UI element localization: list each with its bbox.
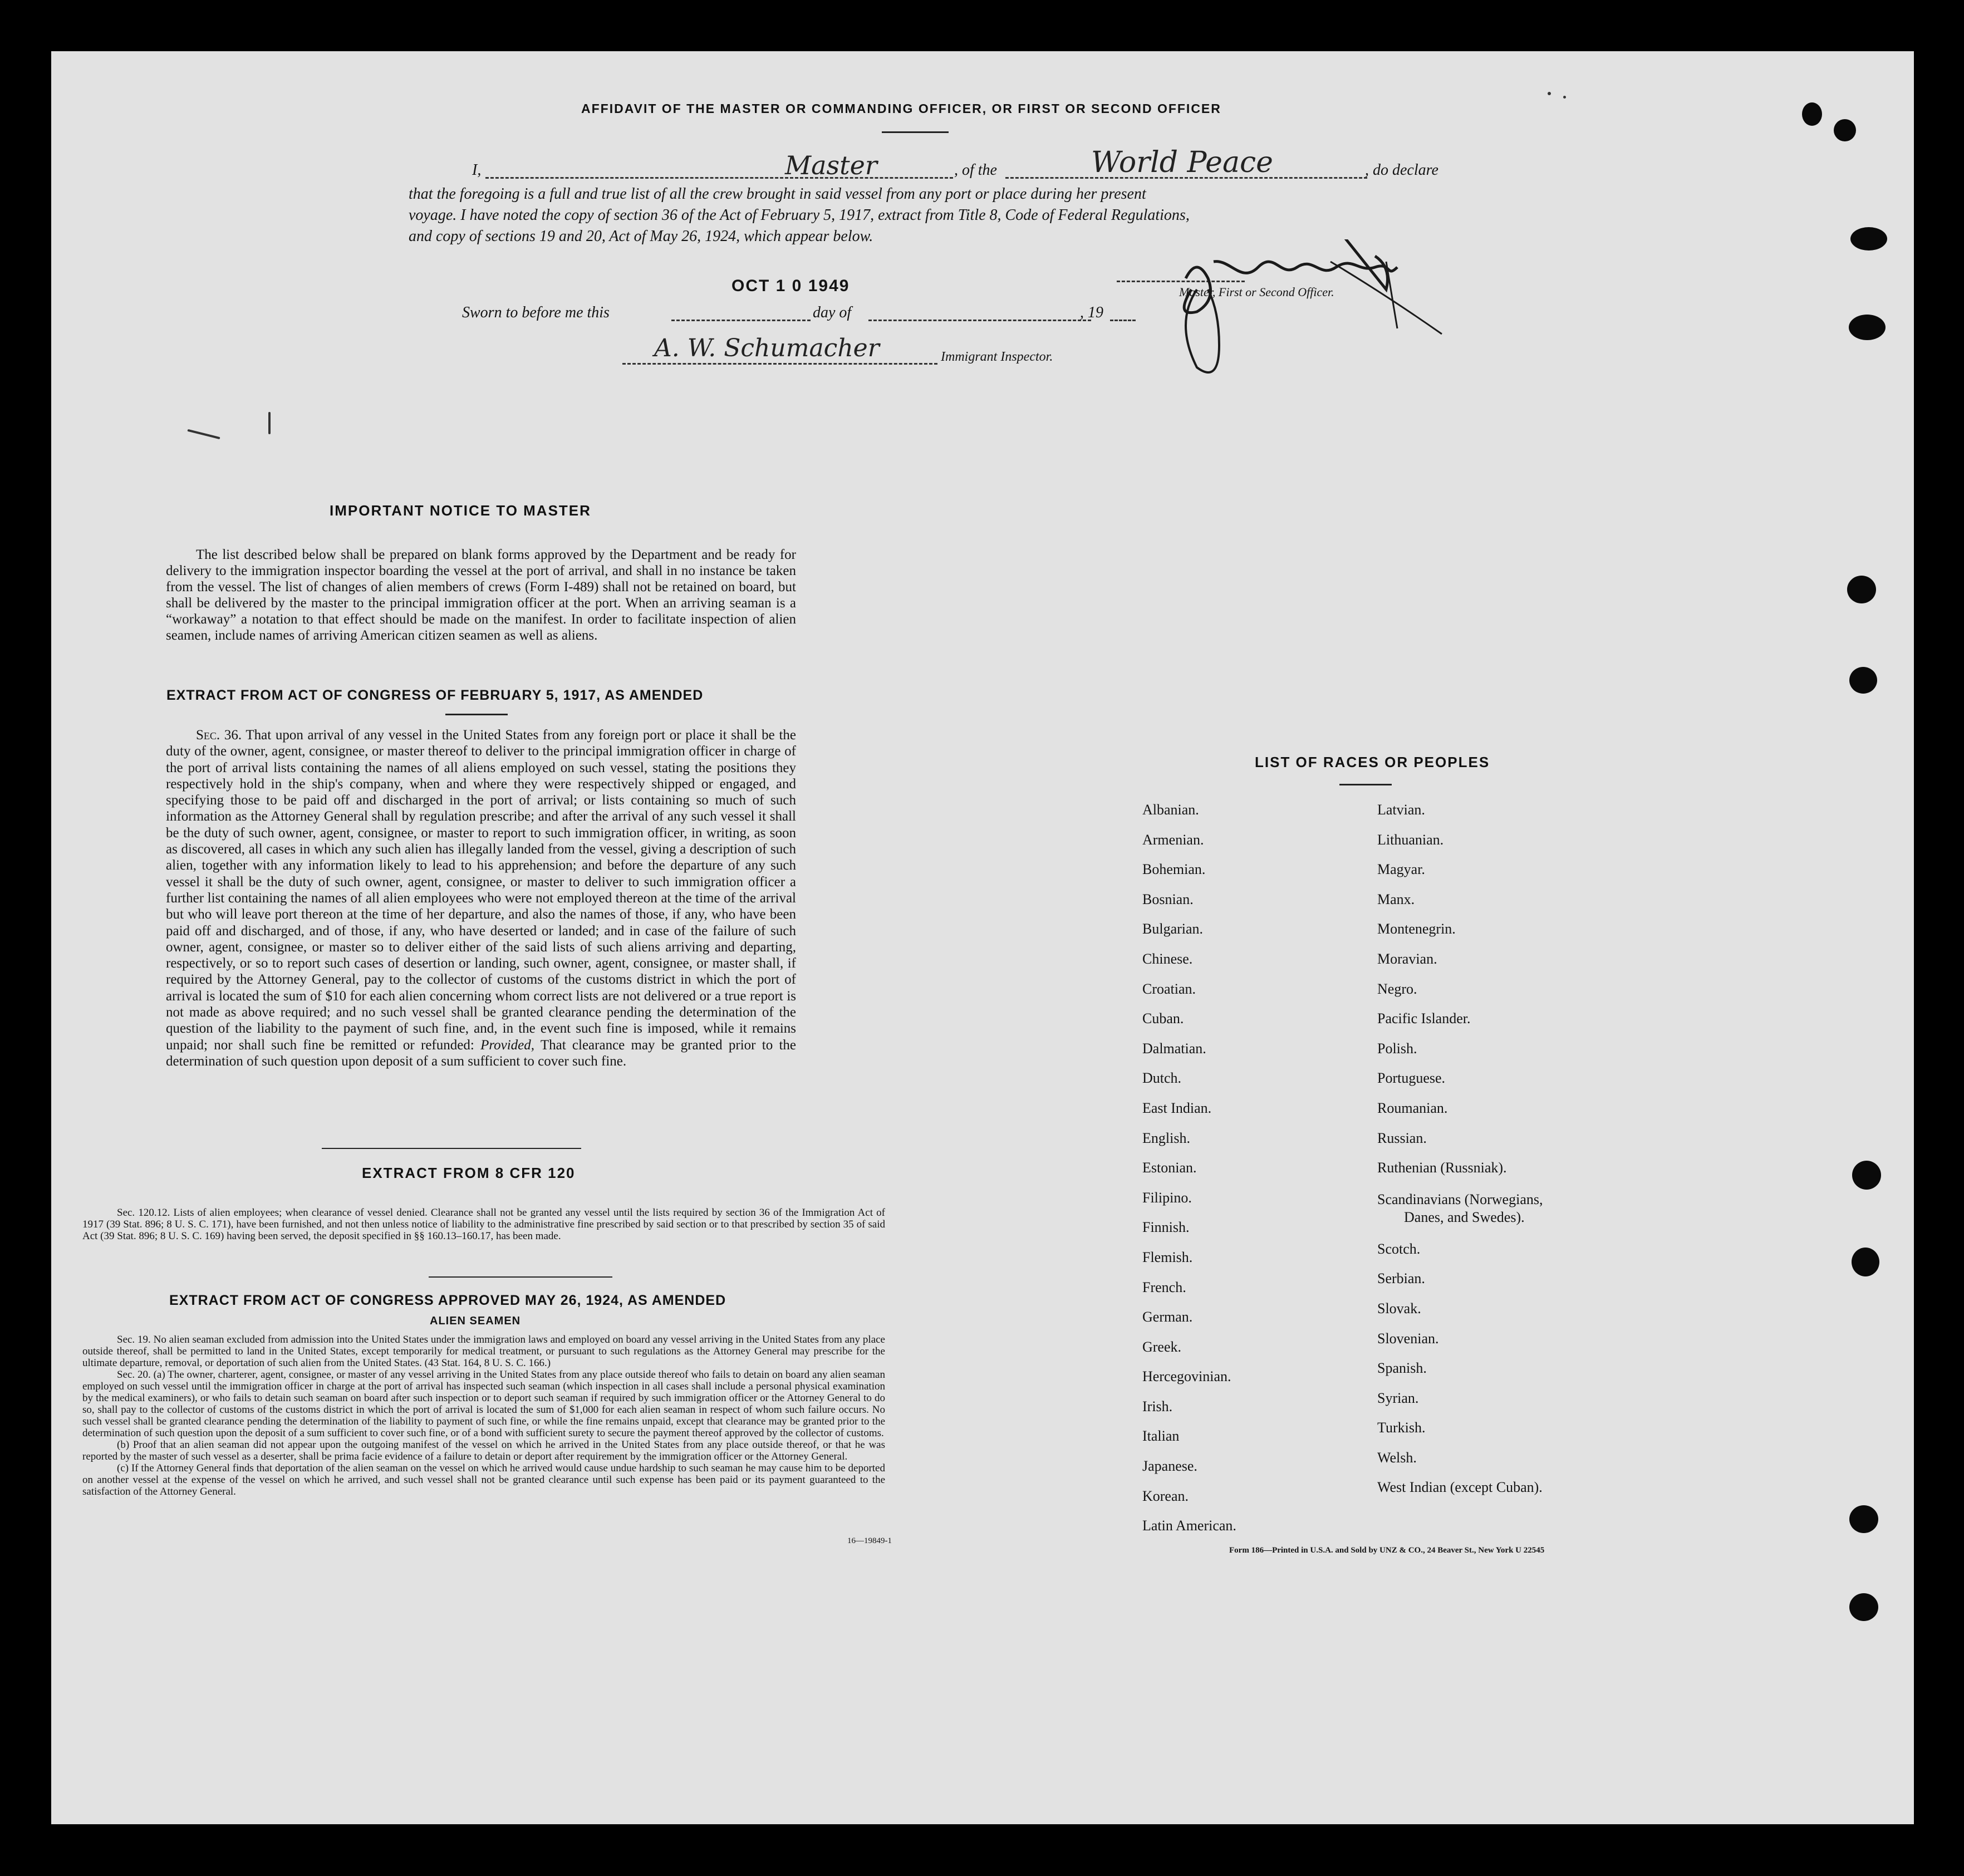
race-item: Dalmatian. [1142, 1040, 1206, 1057]
rank-value: Master [785, 150, 877, 180]
date-stamp: OCT 1 0 1949 [731, 277, 850, 295]
do-declare-label: , do declare [1365, 161, 1438, 179]
race-item: Chinese. [1142, 950, 1193, 967]
extract-1917-rule [445, 714, 508, 715]
races-right-column [1377, 795, 1543, 1502]
race-item: Cuban. [1142, 1010, 1184, 1027]
race-item: West Indian (except Cuban). [1377, 1479, 1543, 1496]
race-item: Korean. [1142, 1487, 1189, 1504]
alien-seamen-subtitle: ALIEN SEAMEN [430, 1315, 521, 1327]
stray-mark [268, 412, 271, 434]
race-item: Filipino. [1142, 1189, 1192, 1206]
punch-hole [1849, 1593, 1878, 1621]
race-item: Ruthenian (Russniak). [1377, 1160, 1507, 1176]
sworn-month-line [868, 320, 1091, 321]
cfr-title: EXTRACT FROM 8 CFR 120 [362, 1165, 576, 1181]
race-item: Montenegrin. [1377, 921, 1456, 937]
race-item: Finnish. [1142, 1219, 1190, 1236]
race-item: Welsh. [1377, 1449, 1417, 1466]
sec-20c: (c) If the Attorney General finds that deportation of the alien seaman on the vessel on which he arrived would cause undue hardship to such seaman he may cause him to be deported on another vessel at the expense of the vessel on which he arrived, and such vessel shall not be granted clearance until such expense has been paid or its payment guaranteed to the satisfaction of the Attorney General. [82, 1462, 885, 1497]
race-item: Bulgarian. [1142, 921, 1204, 937]
sec-19: Sec. 19. No alien seaman excluded from admission into the United States under the immigration laws and employed on board any vessel arriving in the United States from any place outside thereof, shall be permitted to land in the United States, except temporarily for medical treatment, or pursuant to such regulations as the Attorney General may prescribe for the ultimate departure, removal, or deportation of such alien from the United States. (43 Stat. 164, 8 U. S. C. 166.) [82, 1334, 885, 1369]
title-rule [882, 131, 949, 133]
race-item: Irish. [1142, 1398, 1173, 1415]
race-item: Pacific Islander. [1377, 1010, 1471, 1027]
cfr-end-rule [429, 1276, 612, 1278]
sworn-year-line [1110, 320, 1136, 321]
race-item: East Indian. [1142, 1099, 1212, 1116]
punch-hole [1849, 315, 1886, 340]
notice-title: IMPORTANT NOTICE TO MASTER [330, 502, 591, 519]
race-item: Latvian. [1377, 802, 1425, 818]
race-item: Negro. [1377, 980, 1417, 997]
sec-36-tail: That clearance may be granted prior to the determination of such question upon deposit of a sum sufficient to cover such fine. [166, 1037, 796, 1069]
sworn-day-line [671, 320, 811, 321]
race-item: Polish. [1377, 1040, 1417, 1057]
extract-1924-body [82, 1334, 885, 1497]
race-item: Italian [1142, 1428, 1180, 1445]
race-item: German. [1142, 1309, 1193, 1325]
cfr-body: Sec. 120.12. Lists of alien employees; when clearance of vessel denied. Clearance shall not be granted any vessel until the lists required by section 36 of the Immigration Act of 1917 (39 Stat. 896; 8 U. S. C. 171), have been furnished, and not then unless notice of liability to the administrative fine prescribed by said section or to that prescribed by section 35 of said Act (39 Stat. 896; 8 U. S. C. 169) having been served, the deposit specified in §§ 160.13–160.17, has been made. [82, 1207, 885, 1242]
affidavit-line-2: that the foregoing is a full and true list of all the crew brought in said vessel from any port or place during her present [409, 185, 1146, 203]
affidavit-line-3: voyage. I have noted the copy of section 36 of the Act of February 5, 1917, extract from Title 8, Code of Federal Regulations, [409, 207, 1190, 224]
extract-1917-end-rule [322, 1148, 581, 1149]
race-item: French. [1142, 1279, 1186, 1295]
race-item: Slovak. [1377, 1300, 1421, 1317]
extract-1924-title: EXTRACT FROM ACT OF CONGRESS APPROVED MAY 26, 1924, AS AMENDED [169, 1293, 726, 1308]
punch-hole [1802, 102, 1822, 126]
race-item: Latin American. [1142, 1518, 1236, 1534]
race-item: Roumanian. [1377, 1099, 1448, 1116]
race-item: Moravian. [1377, 950, 1437, 967]
sworn-label: Sworn to before me this [462, 304, 610, 321]
punch-hole [1834, 119, 1856, 141]
sec-36-label: Sec. 36. [196, 728, 242, 743]
extract-1917-title: EXTRACT FROM ACT OF CONGRESS OF FEBRUARY 5, 1917, AS AMENDED [166, 687, 704, 703]
year-label: , 19 [1080, 304, 1103, 321]
stray-mark [1563, 96, 1566, 99]
race-item: Scandinavians (Norwegians, [1377, 1191, 1543, 1207]
master-label: Master, First or Second Officer. [1179, 285, 1334, 299]
punch-hole [1847, 576, 1876, 603]
race-item: Serbian. [1377, 1270, 1425, 1287]
notice-body: The list described below shall be prepared on blank forms approved by the Department and be ready for delivery to the immigration inspector boarding the vessel at the port of arrival, and shall in no instance be taken from the vessel. The list of changes of alien members of crews (Form I-489) shall not be retained on board, but shall be delivered by the master to the principal immigration officer at the port. When an arriving seaman is a “workaway” a notation to that effect should be made on the manifest. In order to facilitate inspection of alien seamen, include names of arriving American citizen seamen as well as aliens. [166, 547, 796, 643]
sec-20a: Sec. 20. (a) The owner, charterer, agent, consignee, or master of any vessel arriving in the United States from any place outside thereof who fails to detain on board any alien seaman employed on such vessel until the immigration officer in charge at the port of arrival has inspected such seaman (which inspection in all cases shall include a personal physical examination by the medical examiners), or who fails to detain such seaman on board after such inspection or to deport such seaman if required by such immigration officer or the Attorney General to do so, shall pay to the collector of customs of the customs district in which the port of arrival is located the sum of $1,000 for each alien seaman in respect of whom such failure occurs. No such vessel shall be granted clearance pending the determination of the liability to payment of such fine, or while the fine remains unpaid, except that clearance may be granted prior to the determination of such question upon the deposit of a sum sufficient to cover such fine, or of a bond with sufficient surety to secure the payment thereof approved by the collector of customs. [82, 1369, 885, 1439]
affidavit-title: AFFIDAVIT OF THE MASTER OR COMMANDING OFFICER, OR FIRST OR SECOND OFFICER [581, 101, 1221, 116]
race-item: Estonian. [1142, 1160, 1197, 1176]
punch-hole [1852, 1161, 1881, 1190]
printer-footer: Form 186—Printed in U.S.A. and Sold by UNZ & CO., 24 Beaver St., New York U 22545 [1229, 1546, 1545, 1555]
race-item: Albanian. [1142, 802, 1199, 818]
race-item: Croatian. [1142, 980, 1196, 997]
punch-hole [1849, 1505, 1878, 1533]
form-code: 16—19849-1 [847, 1536, 892, 1545]
vessel-value: World Peace [1091, 146, 1273, 179]
race-item: Armenian. [1142, 831, 1204, 848]
race-item: Danes, and Swedes). [1404, 1209, 1525, 1225]
i-label: I, [472, 161, 482, 179]
extract-1917-body [166, 727, 796, 1069]
sec-20b: (b) Proof that an alien seaman did not appear upon the outgoing manifest of the vessel on which he arrived in the United States from any place outside thereof, or that he was reported by the master of such vessel as a deserter, shall be prima facie evidence of a failure to detain or deport after requirement by the immigration officer or the Attorney General. [82, 1439, 885, 1462]
affidavit-line-4: and copy of sections 19 and 20, Act of May 26, 1924, which appear below. [409, 228, 873, 245]
day-of-label: day of [813, 304, 852, 321]
affidavit-text [409, 184, 1459, 247]
master-signature [1163, 239, 1486, 384]
race-item: Turkish. [1377, 1420, 1426, 1436]
race-item: Flemish. [1142, 1249, 1193, 1265]
race-item: Portuguese. [1377, 1070, 1446, 1087]
stray-mark [1548, 92, 1551, 95]
race-item: Manx. [1377, 891, 1415, 907]
provided-label: Provided, [480, 1037, 535, 1053]
race-item: Syrian. [1377, 1389, 1419, 1406]
race-item: Scotch. [1377, 1240, 1421, 1257]
race-item: Dutch. [1142, 1070, 1182, 1087]
race-item: Spanish. [1377, 1360, 1427, 1377]
of-the-label: , of the [954, 161, 997, 179]
race-item: Bosnian. [1142, 891, 1194, 907]
race-item: Russian. [1377, 1129, 1427, 1146]
inspector-signature: A. W. Schumacher [654, 334, 880, 362]
race-item: Greek. [1142, 1338, 1182, 1355]
punch-hole [1852, 1248, 1879, 1276]
race-item: Lithuanian. [1377, 831, 1444, 848]
rank-line [485, 177, 953, 179]
races-title: LIST OF RACES OR PEOPLES [1255, 754, 1490, 770]
punch-hole [1849, 667, 1877, 694]
race-item: Hercegovinian. [1142, 1368, 1231, 1385]
inspector-signature-line [622, 363, 937, 365]
race-item: Magyar. [1377, 861, 1425, 878]
inspector-label: Immigrant Inspector. [941, 350, 1053, 364]
races-rule [1339, 784, 1392, 785]
punch-hole [1850, 227, 1887, 251]
race-item: English. [1142, 1129, 1190, 1146]
race-item: Bohemian. [1142, 861, 1206, 878]
race-item: Japanese. [1142, 1458, 1197, 1475]
race-item: Slovenian. [1377, 1330, 1439, 1347]
sec-36-text: That upon arrival of any vessel in the United States from any foreign port or place it shall be the duty of the owner, agent, consignee, or master thereof to deliver to the principal immigration officer in charge of the port of arrival lists containing the names of all aliens employed on such vessel, stating the positions they respectively hold in the ship's company, when and where they were respectively shipped or engaged, and specifying those to be paid off and discharged in the port of arrival; or lists containing so much of such information as the Attorney General shall by regulation prescribe; and after the arrival of any such vessel it shall be the duty of such owner, agent, consignee, or master to report to such immigration officer, in writing, as soon as discovered, all cases in which any such alien has illegally landed from the vessel, giving a description of such alien, together with any information likely to lead to his apprehension; and before the departure of any such vessel it shall be the duty of such owner, agent, consignee, or master to deliver to such immigration officer a further list containing the names of all alien employees who were not employed thereon at the time of the arrival but who will leave port thereon at the time of her departure, and also the names of those, if any, who have been paid off and discharged, and of those, if any, who have deserted or landed; and in case of the failure of such owner, agent, consignee, or master so to deliver either of the said lists of such aliens arriving and departing, respectively, or so to report such cases of desertion or landing, such owner, agent, consignee, or master shall, if required by the Attorney General, pay to the collector of customs of the customs district in which the port of arrival is located the sum of $10 for each alien concerning whom correct lists are not delivered or a true report is not made as above required; and no such vessel shall be granted clearance pending the determination of the question of the liability to the payment of such fine, and, in the event such fine is imposed, while it remains unpaid; nor shall such fine be remitted or refunded: [166, 728, 796, 1053]
races-left-column [1142, 795, 1236, 1541]
